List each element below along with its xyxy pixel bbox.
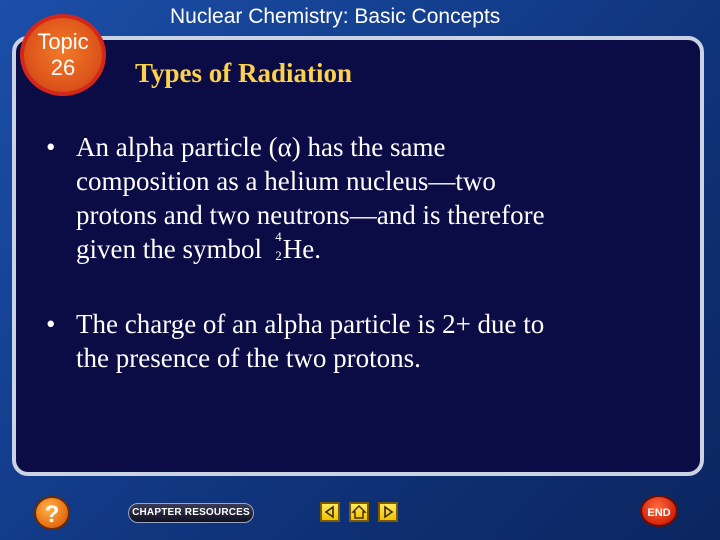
bullet-2-line-2: the presence of the two protons. — [76, 343, 421, 373]
bullet-1-period: . — [314, 234, 321, 264]
bullet-1-line-2: composition as a helium nucleus—two — [76, 166, 496, 196]
home-button[interactable] — [349, 502, 369, 522]
course-title: Nuclear Chemistry: Basic Concepts — [170, 5, 501, 28]
isotope-mass-number: 4 — [275, 229, 282, 244]
bullet-1-line-3: protons and two neutrons—and is therefore — [76, 200, 545, 230]
bullet-2-line-1: The charge of an alpha particle is 2+ due to — [76, 309, 545, 339]
topic-label: Topic — [37, 29, 89, 54]
isotope-atomic-number: 2 — [275, 248, 282, 263]
slide-title: Types of Radiation — [135, 58, 353, 88]
helium-isotope-notation — [269, 229, 283, 266]
bullet-1-line-4-text: given the symbol — [76, 234, 269, 264]
topic-badge — [20, 14, 106, 96]
previous-button[interactable] — [320, 502, 340, 522]
arrow-left-icon — [322, 504, 338, 520]
chapter-resources-button[interactable]: CHAPTER RESOURCES — [128, 503, 254, 523]
home-icon — [351, 504, 367, 520]
bullet-1-line-4 — [76, 229, 676, 266]
topic-number: 26 — [50, 55, 76, 80]
next-button[interactable] — [378, 502, 398, 522]
bullet-dot: • — [46, 309, 56, 339]
arrow-right-icon — [380, 504, 396, 520]
bullet-dot: • — [46, 132, 56, 162]
isotope-symbol: He — [282, 234, 315, 264]
end-button[interactable]: END — [640, 495, 678, 527]
help-button[interactable]: ? — [34, 496, 70, 530]
bullet-1-line-1: An alpha particle (α) has the same — [76, 132, 446, 162]
